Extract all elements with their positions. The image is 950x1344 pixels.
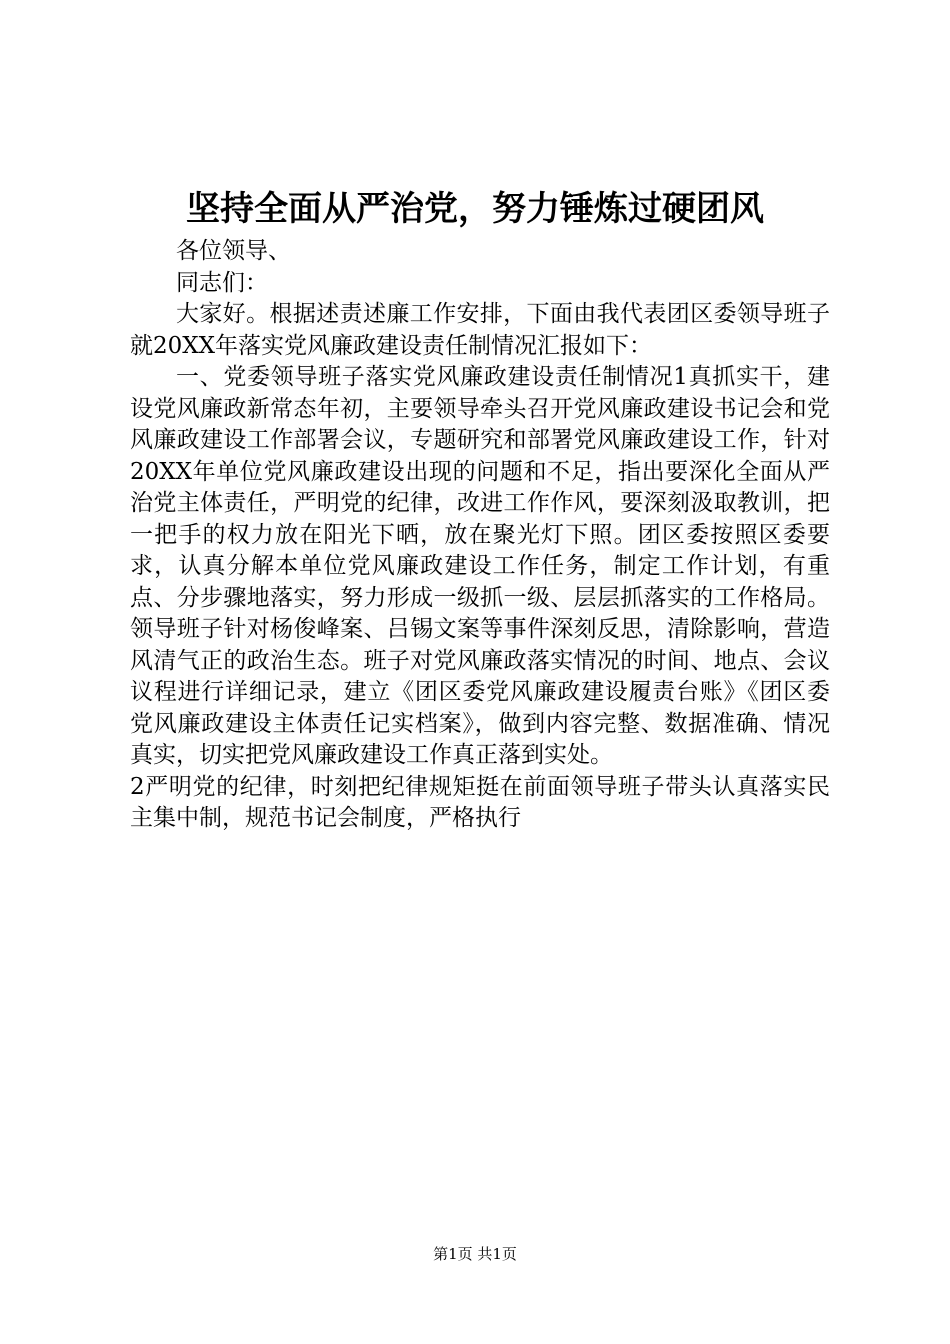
document-title: 坚持全面从严治党，努力锤炼过硬团风 <box>186 189 764 229</box>
salutation-comrades: 同志们： <box>176 269 268 296</box>
document-body <box>130 236 830 835</box>
paragraph-intro: 大家好。根据述责述廉工作安排，下面由我代表团区委领导班子就20XX年落实党风廉政建设责任制情况汇报如下： <box>130 301 830 359</box>
salutation-leaders: 各位领导、 <box>176 238 291 264</box>
paragraph-discipline: 2严明党的纪律，时刻把纪律规矩挺在前面领导班子带头认真落实民主集中制，规范书记会制度，严格执行 <box>130 773 830 831</box>
page-footer: 第1页 共1页 <box>433 1245 517 1263</box>
paragraph-section-one: 一、党委领导班子落实党风廉政建设责任制情况1真抓实干，建设党风廉政新常态年初，主要领导牵头召开党风廉政建设书记会和党风廉政建设工作部署会议，专题研究和部署党风廉政建设工作，针对20XX年单位党风廉政建设出现的问题和不足，指出要深化全面从严治党主体责任，严明党的纪律，改进工作作风，要深刻汲取教训，把一把手的权力放在阳光下晒，放在聚光灯下照。团区委按照区委要求，认真分解本单位党风廉政建设工作任务，制定工作计划，有重点、分步骤地落实，努力形成一级抓一级、层层抓落实的工作格局。领导班子针对杨俊峰案、吕锡文案等事件深刻反思，清除影响，营造风清气正的政治生态。班子对党风廉政落实情况的时间、地点、会议议程进行详细记录，建立《团区委党风廉政建设履责台账》《团区委党风廉政建设主体责任记实档案》，做到内容完整、数据准确、情况真实，切实把党风廉政建设工作真正落到实处。 <box>130 364 830 768</box>
